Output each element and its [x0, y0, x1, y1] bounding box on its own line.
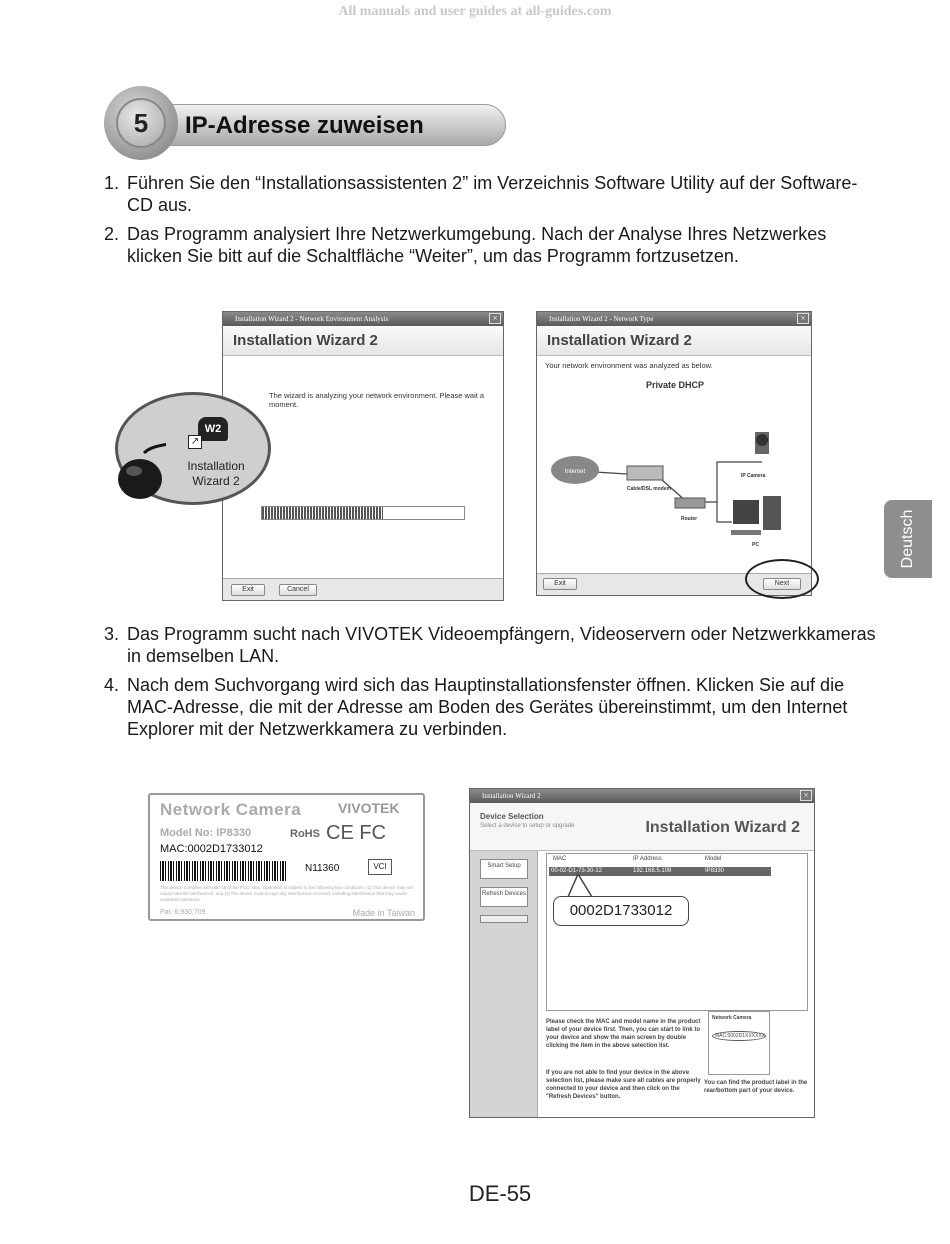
instruction-item — [104, 674, 876, 740]
pc-icon — [731, 496, 781, 535]
network-diagram — [537, 422, 812, 572]
node-label: Internet — [564, 469, 586, 475]
mouse-icon — [114, 443, 166, 503]
instructions-list-b — [104, 623, 876, 747]
close-icon[interactable]: × — [489, 313, 501, 324]
watermark-text: All manuals and user guides at all-guides.com — [338, 4, 612, 19]
instruction-number: 1. — [104, 173, 120, 193]
page-number: DE-55 — [468, 1181, 532, 1206]
instructions-list-a — [104, 172, 876, 274]
progress-bar — [261, 506, 465, 520]
n-code: N11360 — [305, 863, 340, 874]
step-header — [104, 86, 506, 160]
instruction-text: Nach dem Suchvorgang wird sich das Hauptinstallationsfenster öffnen. Klicken Sie auf die MAC-Adresse, die mit der Adresse am Boden des Gerätes übereinstimmt, um den Internet Explorer mit der Netzwerkkamera zu verbinden. — [127, 675, 848, 739]
window-title: Installation Wizard 2 — [482, 792, 541, 800]
step-number-badge — [104, 86, 178, 160]
wizard-device-selection-window — [469, 788, 815, 1118]
window-titlebar — [223, 312, 503, 326]
model-cell: IP8330 — [705, 868, 725, 874]
label-location-note: You can find the product label in the rear/bottom part of your device. — [704, 1080, 808, 1094]
node-label: Router — [681, 516, 698, 522]
wizard-heading: Installation Wizard 2 — [537, 326, 811, 356]
wizard-network-type-window — [536, 311, 812, 596]
instruction-number: 2. — [104, 224, 120, 244]
patent-number: Pat. 6,930,709 — [160, 909, 206, 916]
ce-fc-mark: CE FC — [326, 822, 386, 844]
column-header: Model — [705, 856, 722, 862]
analyzing-message: The wizard is analyzing your network environment. Please wait a moment. — [269, 391, 485, 409]
wizard-heading: Installation Wizard 2 — [645, 819, 800, 836]
vci-mark: VCI — [368, 859, 392, 875]
instruction-number: 3. — [104, 624, 120, 644]
refresh-devices-button[interactable]: Refresh Devices — [480, 887, 528, 907]
language-tab-label: Deutsch — [899, 509, 916, 569]
step-title: IP-Adresse zuweisen — [185, 112, 424, 139]
window-titlebar — [537, 312, 811, 326]
mini-label-mac: MAC:0002D1XXXXXX — [712, 1031, 766, 1041]
node-label: PC — [752, 542, 759, 548]
node-label: Cable/DSL modem — [627, 486, 672, 492]
rohs-mark: RoHS — [290, 828, 320, 840]
window-titlebar — [470, 789, 814, 803]
network-type-label: Private DHCP — [645, 380, 705, 390]
brand-logo: VIVOTEK — [338, 800, 400, 816]
column-header: IP Address — [633, 856, 662, 862]
barcode — [160, 861, 288, 881]
close-icon[interactable]: × — [797, 313, 809, 324]
next-highlight-oval — [745, 559, 819, 599]
modem-icon — [627, 466, 663, 480]
refresh-instructions: If you are not able to find your device in the above selection list, please make sure all cables are properly connected to your device and then click on the "Refresh Devices" button. — [546, 1070, 701, 1100]
column-header: MAC — [553, 856, 567, 862]
mini-label-title: Network Camera — [712, 1015, 752, 1021]
instruction-number: 4. — [104, 675, 120, 695]
section-title: Device Selection — [480, 812, 544, 821]
product-label-title: Network Camera — [160, 800, 302, 819]
cancel-button[interactable]: Cancel — [279, 584, 317, 596]
analyzed-message: Your network environment was analyzed as below. — [545, 361, 713, 370]
ip-camera-icon — [755, 432, 769, 454]
badge-label: Installation Wizard 2 — [187, 459, 245, 488]
window-title: Installation Wizard 2 - Network Environment Analysis — [235, 315, 389, 323]
selection-instructions: Please check the MAC and model name in the product label of your device first. Then, you can start to link to your device and show the main screen by double clicking the item in the above selection list. — [546, 1019, 701, 1049]
instruction-item — [104, 172, 876, 216]
shortcut-arrow-icon: ↗ — [188, 435, 202, 449]
mac-address: MAC:0002D1733012 — [160, 843, 263, 855]
product-label — [148, 793, 425, 921]
wizard-app-icon: W2 — [198, 417, 228, 441]
mac-cell: 00-02-D1-73-30-12 — [551, 868, 603, 874]
exit-button[interactable]: Exit — [231, 584, 265, 596]
close-icon[interactable]: × — [800, 790, 812, 801]
installation-wizard-badge — [115, 392, 271, 505]
mini-product-label — [708, 1011, 770, 1075]
fcc-notice: This device complies with part 15 of the FCC rules. Operation is subject to the following two conditions: (1) This device may not cause harmful interference, and (2) this device must accept any interference received, including interference that may cause undesired operation. — [160, 885, 413, 902]
step-number: 5 — [116, 98, 166, 148]
device-selection-header — [470, 803, 814, 851]
mac-callout: 0002D1733012 — [553, 896, 689, 926]
extra-button[interactable] — [480, 915, 528, 923]
instruction-item — [104, 223, 876, 267]
exit-button[interactable]: Exit — [543, 578, 577, 590]
window-footer — [223, 578, 503, 600]
ip-cell: 192.168.5.109 — [633, 868, 672, 874]
instruction-text: Führen Sie den “Installationsassistenten 2” im Verzeichnis Software Utility auf der Software-CD aus. — [127, 173, 858, 215]
instruction-item — [104, 623, 876, 667]
node-label: IP Camera — [741, 473, 766, 479]
router-icon — [675, 498, 705, 508]
smart-setup-button[interactable]: Smart Setup — [480, 859, 528, 879]
instruction-text: Das Programm sucht nach VIVOTEK Videoempfängern, Videoservern oder Netzwerkkameras in demselben LAN. — [127, 624, 876, 666]
callout-pointer — [560, 872, 600, 898]
wizard-heading: Installation Wizard 2 — [223, 326, 503, 356]
made-in: Made in Taiwan — [352, 908, 415, 918]
instruction-text: Das Programm analysiert Ihre Netzwerkumgebung. Nach der Analyse Ihres Netzwerkes klicken Sie bitt auf die Schaltfläche “Weiter”, um das Programm fortzusetzen. — [127, 224, 827, 266]
language-tab — [884, 500, 932, 578]
next-button[interactable]: Next — [763, 578, 801, 590]
progress-fill — [262, 507, 383, 519]
device-sidebar — [470, 851, 538, 1117]
model-number: Model No: IP8330 — [160, 827, 252, 839]
section-subtitle: Select a device to setup or upgrade — [480, 823, 575, 829]
step-title-bar — [140, 104, 506, 146]
window-title: Installation Wizard 2 - Network Type — [549, 315, 654, 323]
